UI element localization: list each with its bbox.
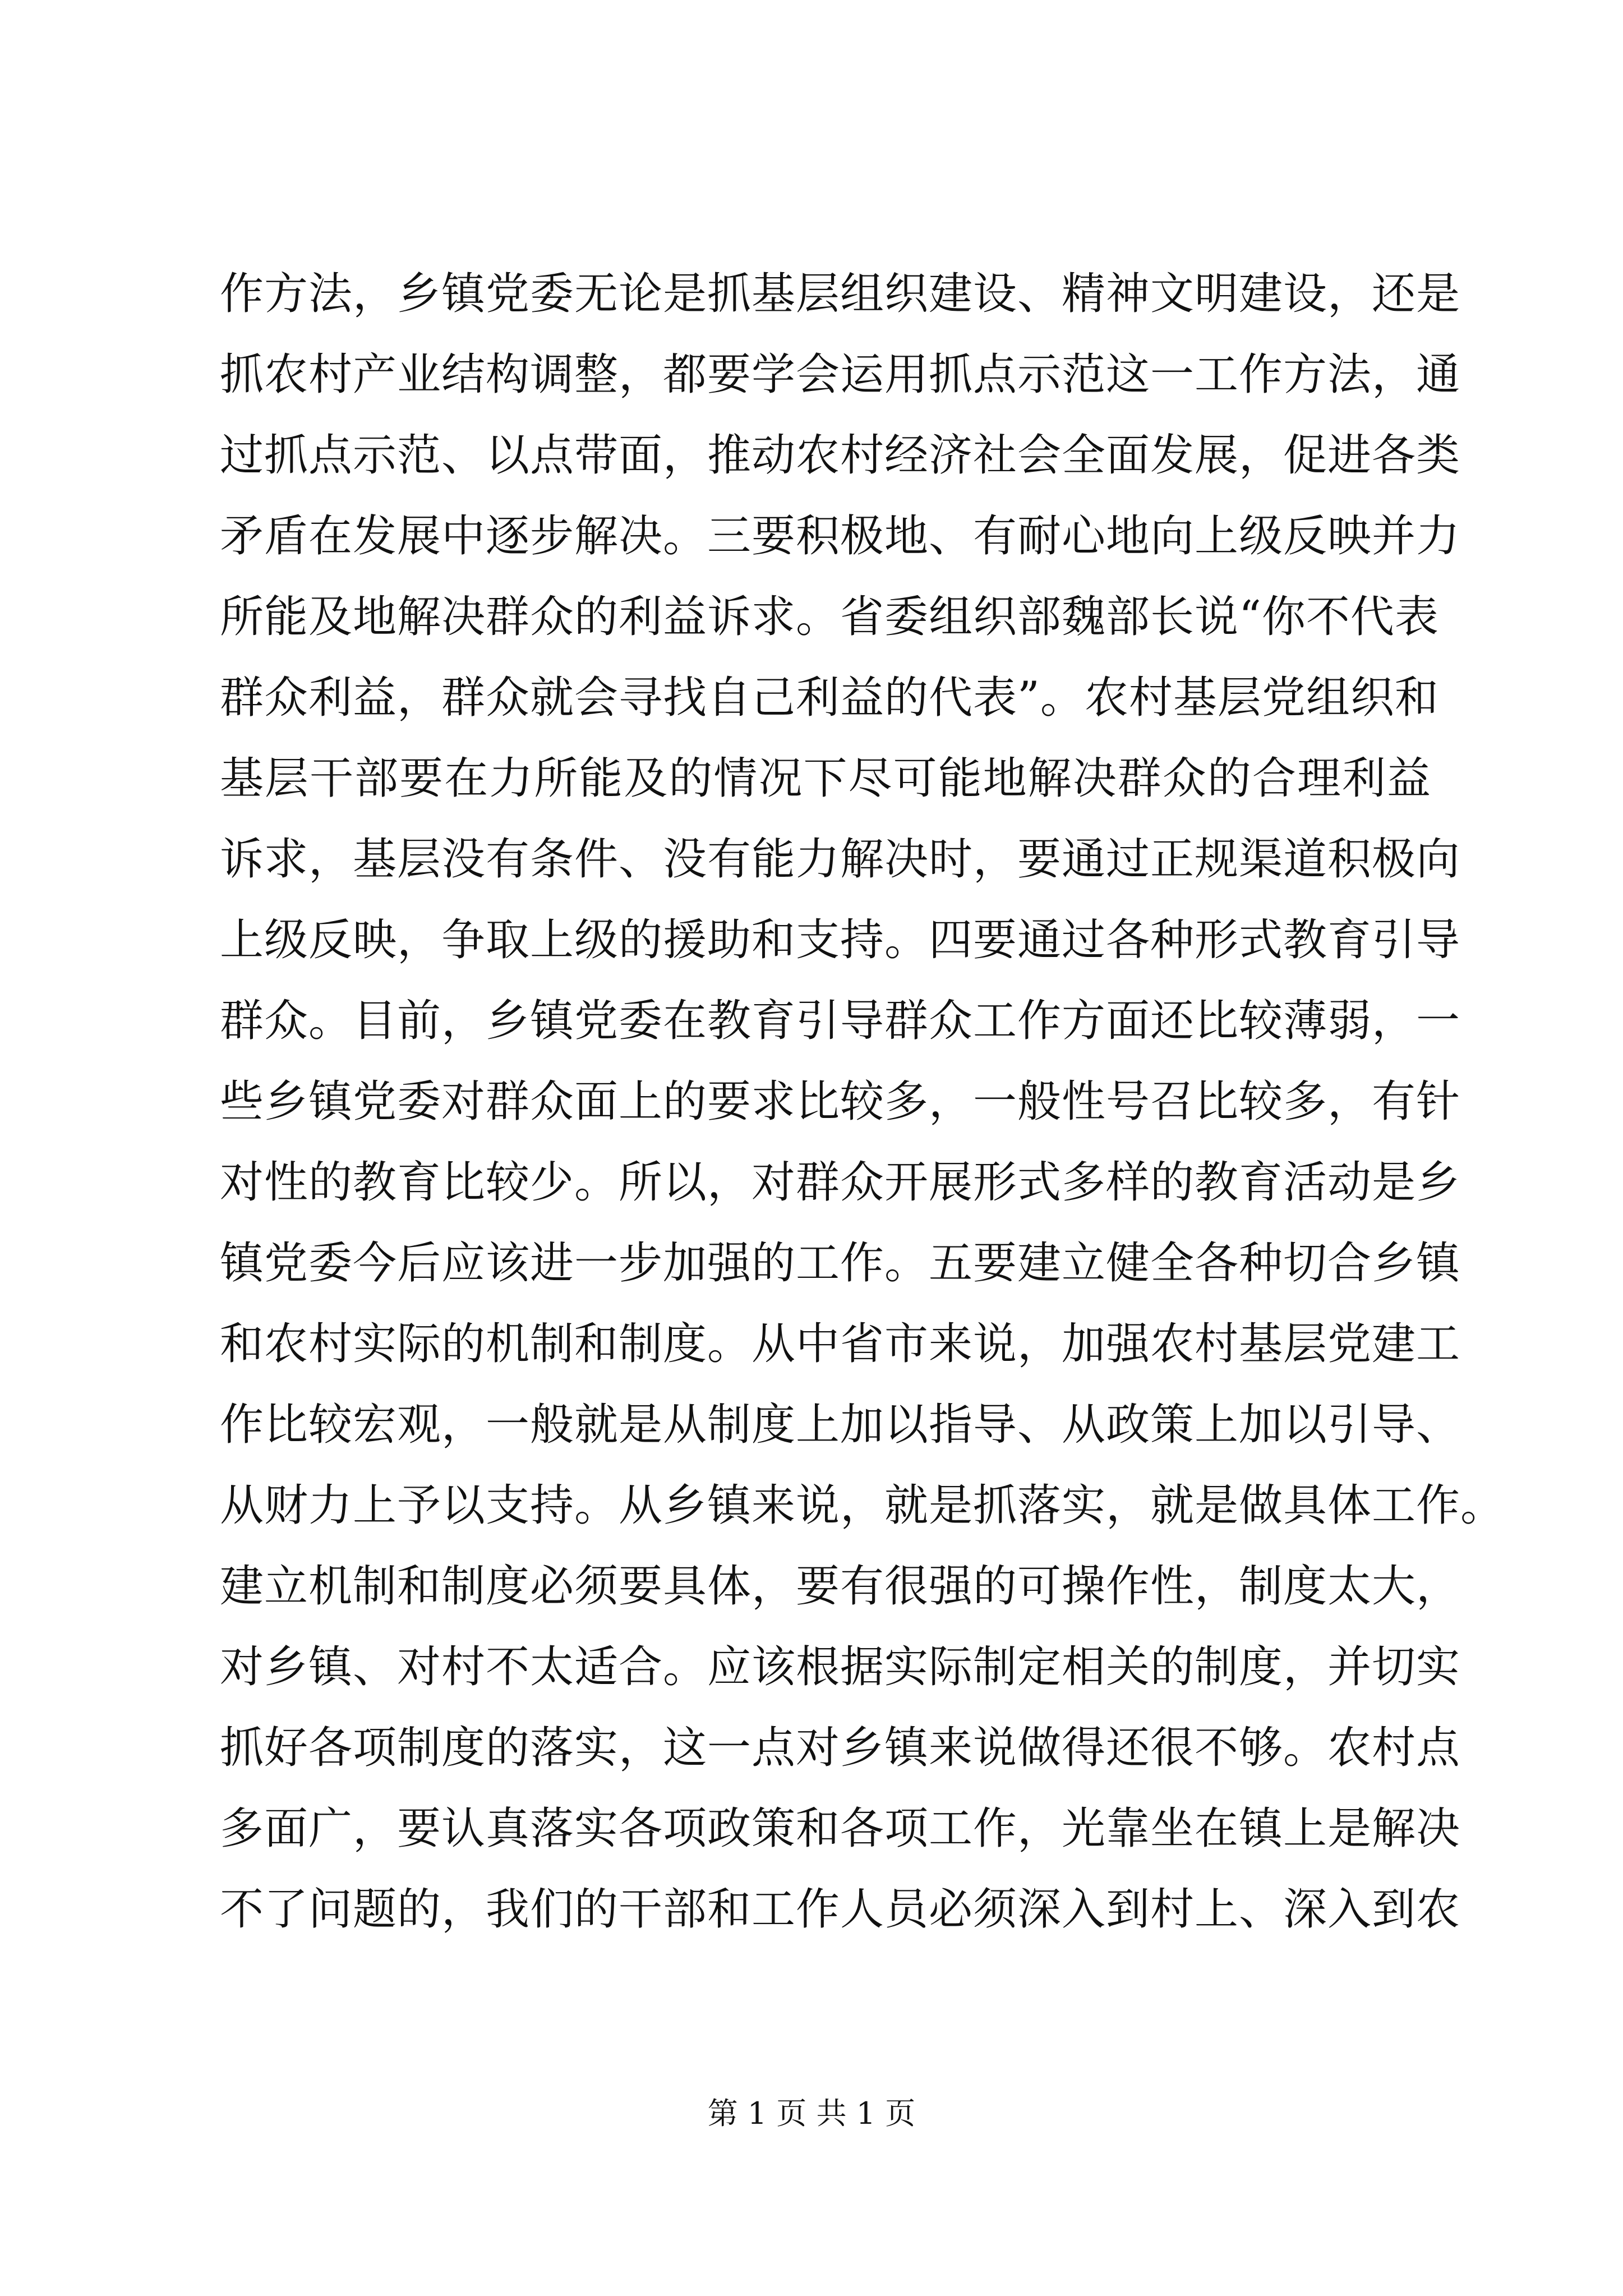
- text-line: 矛盾在发展中逐步解决。三要积极地、有耐心地向上级反映并力: [220, 511, 1461, 562]
- text-line: 建立机制和制度必须要具体，要有很强的可操作性，制度太大，: [220, 1561, 1461, 1612]
- text-line: 不了问题的，我们的干部和工作人员必须深入到村上、深入到农: [220, 1884, 1461, 1935]
- text-line: 从财力上予以支持。从乡镇来说，就是抓落实，就是做具体工作。: [220, 1480, 1505, 1531]
- text-line: 群众利益，群众就会寻找自己利益的代表”。农村基层党组织和: [220, 673, 1439, 723]
- text-line: 和农村实际的机制和制度。从中省市来说，加强农村基层党建工: [220, 1319, 1461, 1369]
- text-line: 抓好各项制度的落实，这一点对乡镇来说做得还很不够。农村点: [220, 1723, 1461, 1773]
- page-number-label: 第 1 页 共 1 页: [707, 2096, 916, 2131]
- text-line: 多面广，要认真落实各项政策和各项工作，光靠坐在镇上是解决: [220, 1803, 1461, 1854]
- text-line: 过抓点示范、以点带面，推动农村经济社会全面发展，促进各类: [220, 430, 1461, 481]
- text-line: 作比较宏观，一般就是从制度上加以指导、从政策上加以引导、: [220, 1400, 1461, 1450]
- body-text: [220, 254, 1505, 1950]
- text-line: 上级反映，争取上级的援助和支持。四要通过各种形式教育引导: [220, 915, 1461, 965]
- text-line: 基层干部要在力所能及的情况下尽可能地解决群众的合理利益: [220, 753, 1431, 804]
- page-footer: [0, 2094, 1623, 2133]
- text-line: 些乡镇党委对群众面上的要求比较多，一般性号召比较多，有针: [220, 1076, 1461, 1127]
- text-line: 作方法，乡镇党委无论是抓基层组织建设、精神文明建设，还是: [220, 269, 1461, 319]
- text-line: 对性的教育比较少。所以，对群众开展形式多样的教育活动是乡: [220, 1157, 1461, 1208]
- text-line: 抓农村产业结构调整，都要学会运用抓点示范这一工作方法，通: [220, 349, 1461, 400]
- text-line: 群众。目前，乡镇党委在教育引导群众工作方面还比较薄弱，一: [220, 996, 1461, 1046]
- text-line: 所能及地解决群众的利益诉求。省委组织部魏部长说“你不代表: [220, 592, 1439, 642]
- text-line: 镇党委今后应该进一步加强的工作。五要建立健全各种切合乡镇: [220, 1238, 1461, 1289]
- text-line: 对乡镇、对村不太适合。应该根据实际制定相关的制度，并切实: [220, 1642, 1461, 1692]
- text-line: 诉求，基层没有条件、没有能力解决时，要通过正规渠道积极向: [220, 834, 1461, 885]
